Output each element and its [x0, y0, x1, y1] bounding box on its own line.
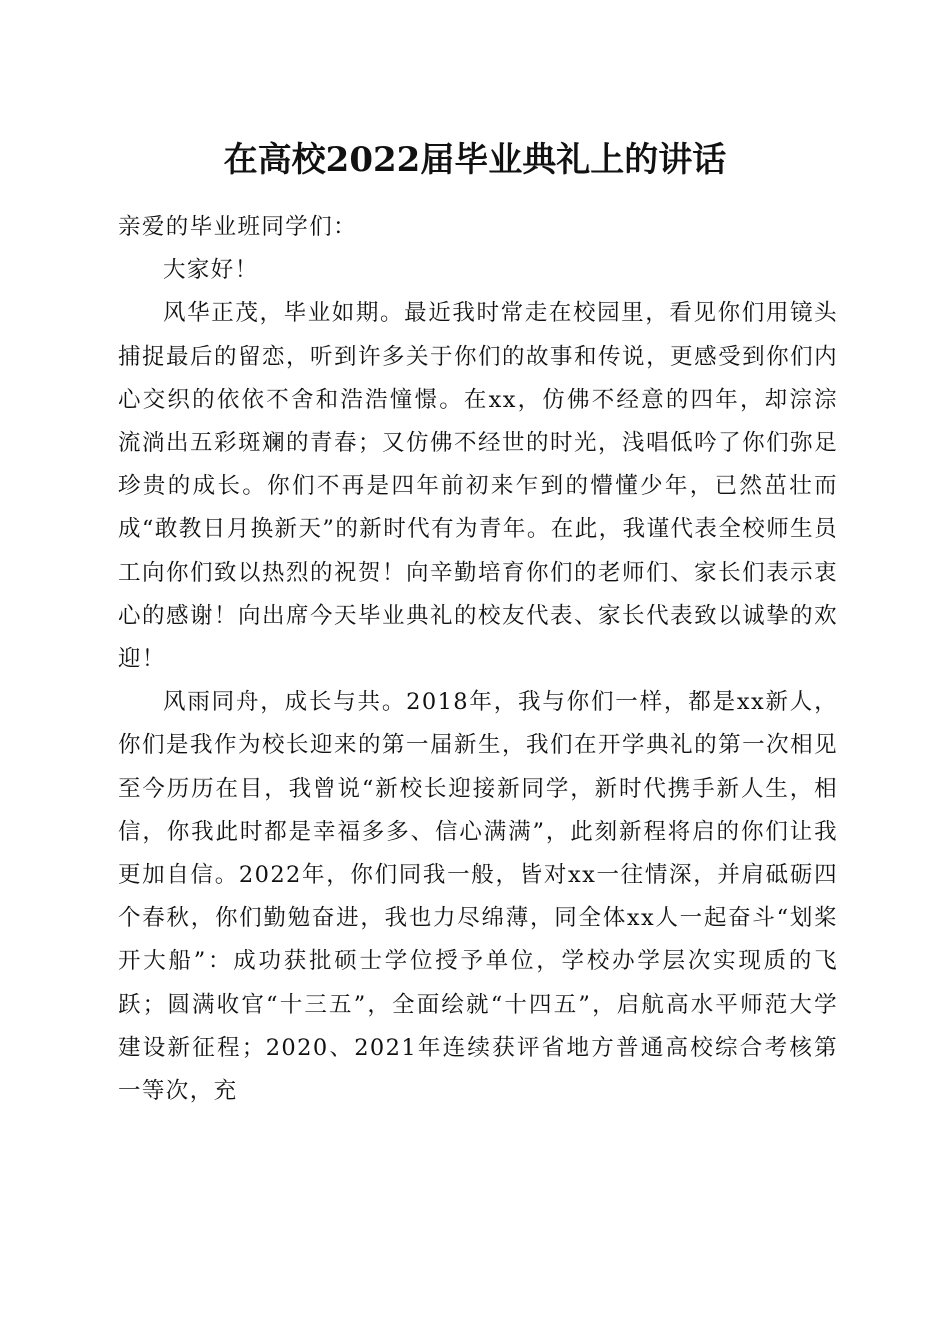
- paragraph: 风华正茂，毕业如期。最近我时常走在校园里，看见你们用镜头捕捉最后的留恋，听到许多关于你们的故事和传说，更感受到你们内心交织的依依不舍和浩浩憧憬。在xx，仿佛不经意的四年，却淙淙流淌出五彩斑斓的青春；又仿佛不经世的时光，浅唱低吟了你们弥足珍贵的成长。你们不再是四年前初来乍到的懵懂少年，已然茁壮而成“敢教日月换新天”的新时代有为青年。在此，我谨代表全校师生员工向你们致以热烈的祝贺！向辛勤培育你们的老师们、家长们表示衷心的感谢！向出席今天毕业典礼的校友代表、家长代表致以诚挚的欢迎！: [118, 300, 838, 673]
- document-body: [118, 206, 838, 1113]
- salutation: 亲爱的毕业班同学们：: [118, 214, 358, 240]
- greeting: 大家好！: [163, 257, 259, 284]
- paragraph: 风雨同舟，成长与共。2018年，我与你们一样，都是xx新人，你们是我作为校长迎来的第一届新生，我们在开学典礼的第一次相见至今历历在目，我曾说“新校长迎接新同学，新时代携手新人生，相信，你我此时都是幸福多多、信心满满”，此刻新程将启的你们让我更加自信。2022年，你们同我一般，皆对xx一往情深，并肩砥砺四个春秋，你们勤勉奋进，我也力尽绵薄，同全体xx人一起奋斗“划桨开大船”：成功获批硕士学位授予单位，学校办学层次实现质的飞跃；圆满收官“十三五”，全面绘就“十四五”，启航高水平师范大学建设新征程；2020、2021年连续获评省地方普通高校综合考核第一等次，充: [118, 689, 838, 1105]
- document-title: 在高校2022届毕业典礼上的讲话: [223, 140, 727, 180]
